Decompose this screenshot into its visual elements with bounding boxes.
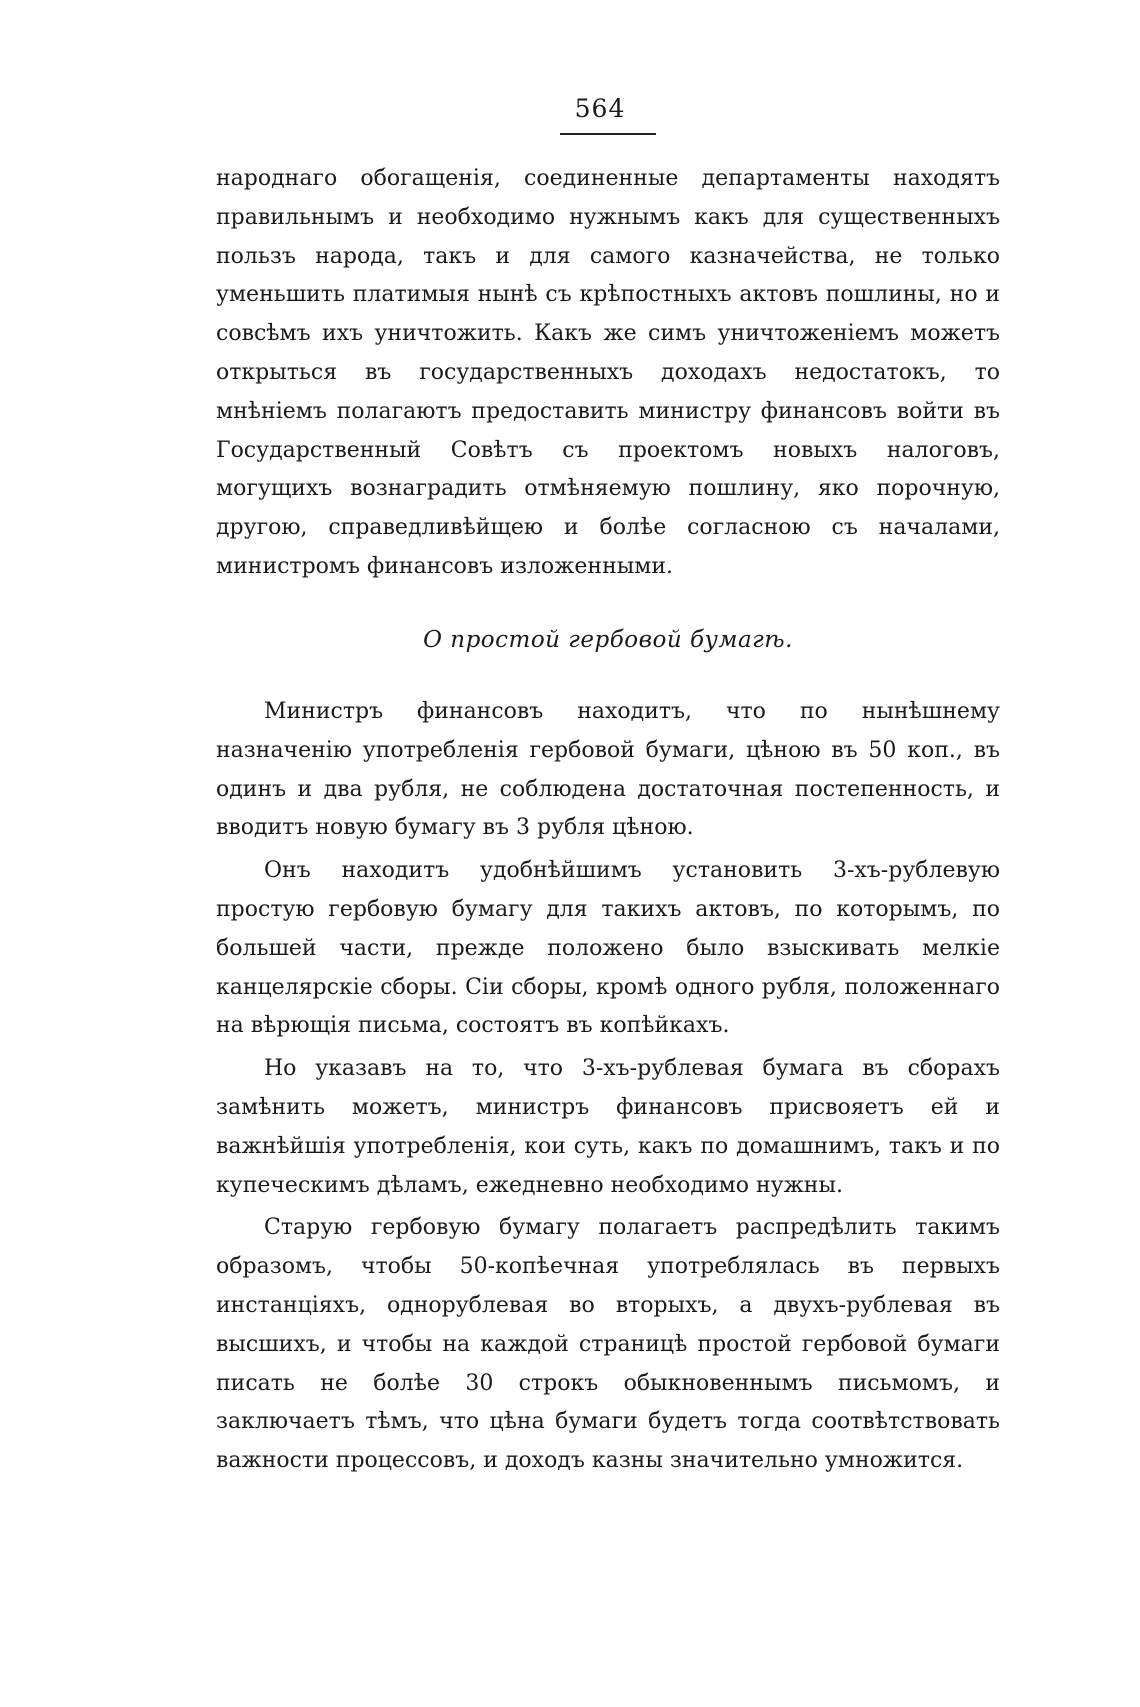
section-paragraph-1: Министръ финансовъ находитъ, что по нынѣшнему назначенію употребленія гербовой бумаги, цѣною въ 50 коп., въ одинъ и два рубля, не соблюдена достаточная постепенность, и вводитъ новую бумагу въ 3 рубля цѣною. xyxy=(216,699,1000,841)
page-number: 564 xyxy=(574,94,626,123)
page-number-rule xyxy=(560,133,656,135)
intro-paragraph: народнаго обогащенія, соединенные департаменты находятъ правильнымъ и необходимо нужнымъ какъ для существенныхъ пользъ народа, такъ и для самого казначейства, не только уменьшить платимыя нынѣ съ крѣпостныхъ актовъ пошлины, но и совсѣмъ ихъ уничтожить. Какъ же симъ уничтоженіемъ можетъ открыться въ государственныхъ доходахъ недостатокъ, то мнѣніемъ полагаютъ предоставить министру финансовъ войти въ Государственный Совѣтъ съ проектомъ новыхъ налоговъ, могущихъ вознаградить отмѣняемую пошлину, яко порочную, другою, справедливѣйщею и болѣе согласною съ началами, министромъ финансовъ изложенными. xyxy=(216,166,1000,579)
section-paragraph-4: Старую гербовую бумагу полагаетъ распредѣлить такимъ образомъ, чтобы 50-копѣечная употреблялась въ первыхъ инстанціяхъ, одноpублевая во вторыхъ, а двухъ-рублевая въ высшихъ, и чтобы на каждой страницѣ простой гербовой бумаги писать не болѣе 30 строкъ обыкновеннымъ письмомъ, и заключаетъ тѣмъ, что цѣна бумаги будетъ тогда соотвѣтствовать важности процессовъ, и доходъ казны значительно умножится. xyxy=(216,1215,1000,1474)
section-paragraph-2: Онъ находитъ удобнѣйшимъ установить 3-хъ-рублевую простую гербовую бумагу для такихъ актовъ, по которымъ, по большей части, прежде положено было взыскивать мелкіе канцелярскіе сборы. Сіи сборы, кромѣ одного рубля, положеннаго на вѣрющія письма, состоятъ въ копѣйкахъ. xyxy=(216,858,1000,1039)
intro-text-block xyxy=(216,160,1000,587)
section-heading: О простой гербовой бумагѣ. xyxy=(423,627,793,653)
section-text-block xyxy=(216,693,1000,1481)
section-paragraph-3: Но указавъ на то, что 3-хъ-рублевая бумага въ сборахъ замѣнить можетъ, министръ финансовъ присвояетъ ей и важнѣйшія употребленія, кои суть, какъ по домашнимъ, такъ и по купеческимъ дѣламъ, ежедневно необходимо нужны. xyxy=(216,1056,1000,1198)
